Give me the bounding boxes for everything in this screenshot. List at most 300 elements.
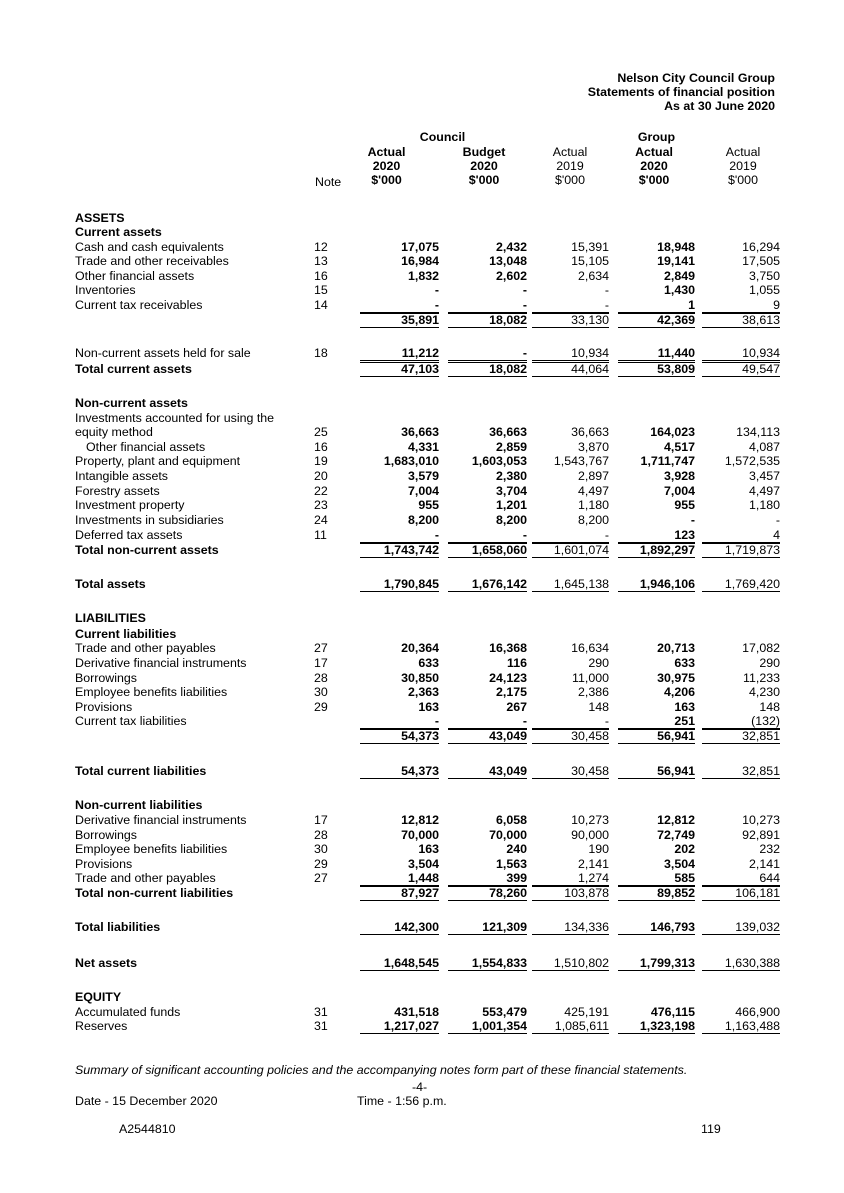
col-header-1: Actual 2020 $'000 xyxy=(367,145,406,187)
row-value: 1,554,833 xyxy=(448,956,527,971)
row-label: Borrowings xyxy=(75,828,137,842)
row-value: 15,391 xyxy=(571,240,609,254)
row-note: 13 xyxy=(314,254,328,268)
row-note: 31 xyxy=(314,1019,328,1033)
row-value: 2,897 xyxy=(577,469,609,483)
row-value: 18,082 xyxy=(448,313,527,328)
council-label: Council xyxy=(419,130,466,144)
table-row xyxy=(0,842,844,857)
table-row xyxy=(0,528,844,543)
row-label: Employee benefits liabilities xyxy=(75,685,228,699)
col-header-4: Actual 2020 $'000 xyxy=(635,145,673,187)
group-label: Group xyxy=(637,130,676,144)
row-label: Non-current assets xyxy=(75,396,188,410)
table-row xyxy=(0,269,844,284)
table-row xyxy=(0,469,844,484)
table-row xyxy=(0,513,844,528)
row-value: 11,000 xyxy=(572,671,609,685)
row-value: 38,613 xyxy=(702,313,780,328)
row-value: 90,000 xyxy=(571,828,609,842)
row-label: Trade and other receivables xyxy=(75,254,229,268)
row-value: 6,058 xyxy=(495,813,527,827)
row-value: 1,085,611 xyxy=(532,1019,609,1034)
row-value: - xyxy=(604,283,609,297)
row-note: 11 xyxy=(314,528,327,542)
row-label: Borrowings xyxy=(75,671,137,685)
table-row xyxy=(0,990,844,1005)
row-label: Total current assets xyxy=(75,362,192,376)
row-label: Cash and cash equivalents xyxy=(75,240,224,254)
row-value: 1,676,142 xyxy=(448,577,527,592)
row-value: 36,663 xyxy=(489,425,527,439)
row-value: 240 xyxy=(506,842,527,856)
row-value: 163 xyxy=(674,700,695,714)
row-note: 17 xyxy=(314,813,328,827)
row-value: 24,123 xyxy=(489,671,527,685)
table-row xyxy=(0,484,844,499)
row-value: 1,799,313 xyxy=(618,956,695,971)
row-value: 2,363 xyxy=(407,685,439,699)
row-value: 4,497 xyxy=(748,484,780,498)
row-value: 1,946,106 xyxy=(618,577,695,592)
row-value: 1,769,420 xyxy=(702,577,780,592)
row-note: 25 xyxy=(314,425,328,439)
row-value: 43,049 xyxy=(448,764,527,779)
table-row xyxy=(0,886,844,901)
row-note: 16 xyxy=(314,269,328,283)
row-note: 29 xyxy=(314,857,328,871)
row-value: 1,163,488 xyxy=(702,1019,780,1034)
row-label: Net assets xyxy=(75,956,137,970)
row-value: 11,440 xyxy=(618,346,695,361)
row-value: 1,603,053 xyxy=(471,454,527,468)
row-value: - xyxy=(775,513,780,527)
row-value: 553,479 xyxy=(482,1005,527,1019)
row-value: 16,294 xyxy=(742,240,780,254)
row-label: Total current liabilities xyxy=(75,764,207,778)
table-row xyxy=(0,577,844,592)
row-value: 17,505 xyxy=(742,254,780,268)
report-title: Statements of financial position xyxy=(587,85,775,99)
row-value: 399 xyxy=(448,871,527,886)
row-value: - xyxy=(532,714,609,729)
row-value: 134,336 xyxy=(532,920,609,935)
row-value: 16,368 xyxy=(489,641,527,655)
row-value: 2,141 xyxy=(577,857,609,871)
table-row xyxy=(0,714,844,729)
row-value: 17,082 xyxy=(742,641,780,655)
row-label: Trade and other payables xyxy=(75,871,216,885)
row-value: 87,927 xyxy=(360,886,439,901)
row-value: 290 xyxy=(759,656,780,670)
row-value: 142,300 xyxy=(360,920,439,935)
row-value: - xyxy=(532,298,609,313)
row-note: 28 xyxy=(314,828,328,842)
row-value: 13,048 xyxy=(489,254,527,268)
row-label: Forestry assets xyxy=(75,484,160,498)
table-row xyxy=(0,641,844,656)
table-row xyxy=(0,627,844,642)
row-value: 1,658,060 xyxy=(448,543,527,558)
row-value: 16,634 xyxy=(571,641,609,655)
row-label: Investments in subsidiaries xyxy=(75,513,224,527)
table-row xyxy=(0,611,844,626)
row-value: 633 xyxy=(418,656,439,670)
report-date: As at 30 June 2020 xyxy=(664,99,775,113)
row-value: 1,601,074 xyxy=(532,543,609,558)
row-label: Inventories xyxy=(75,283,136,297)
row-label: Accumulated funds xyxy=(75,1005,181,1019)
row-value: - xyxy=(360,298,439,313)
row-value: 1,645,138 xyxy=(532,577,609,592)
row-value: 163 xyxy=(418,842,439,856)
row-value: - xyxy=(360,714,439,729)
row-note: 16 xyxy=(314,440,328,454)
table-row xyxy=(0,956,844,971)
row-label: Derivative financial instruments xyxy=(75,656,247,670)
row-value: 17,075 xyxy=(401,240,439,254)
row-value: 2,175 xyxy=(495,685,527,699)
row-value: 466,900 xyxy=(735,1005,780,1019)
table-row xyxy=(0,871,844,886)
row-value: 43,049 xyxy=(448,729,527,744)
row-note: 15 xyxy=(314,283,328,297)
table-row xyxy=(0,700,844,715)
table-row xyxy=(0,411,844,426)
row-value: 2,380 xyxy=(495,469,527,483)
row-value: 190 xyxy=(588,842,609,856)
row-value: 56,941 xyxy=(618,729,695,744)
row-value: 4,230 xyxy=(748,685,780,699)
row-value: 1,892,297 xyxy=(618,543,695,558)
table-row xyxy=(0,283,844,298)
row-value: 1,711,747 xyxy=(640,454,695,468)
row-value: 121,309 xyxy=(448,920,527,935)
row-value: 1,180 xyxy=(577,498,609,512)
report-entity: Nelson City Council Group xyxy=(617,71,775,85)
row-value: 3,457 xyxy=(748,469,780,483)
row-label: Current liabilities xyxy=(75,627,177,641)
row-value: 163 xyxy=(418,700,439,714)
row-value: 2,859 xyxy=(495,440,527,454)
row-value: 18,082 xyxy=(448,362,527,377)
row-note: 12 xyxy=(314,240,328,254)
row-value: 3,928 xyxy=(663,469,695,483)
row-value: 2,849 xyxy=(663,269,695,283)
row-label: Other financial assets xyxy=(75,269,195,283)
table-row xyxy=(0,362,844,377)
row-value: 633 xyxy=(674,656,695,670)
row-note: 28 xyxy=(314,671,328,685)
row-value: 123 xyxy=(618,528,695,543)
row-value: - xyxy=(448,298,527,313)
row-value: 70,000 xyxy=(489,828,527,842)
row-value: 32,851 xyxy=(702,764,780,779)
row-value: 18,948 xyxy=(657,240,695,254)
row-value: 1,430 xyxy=(663,283,695,297)
table-row xyxy=(0,656,844,671)
row-note: 22 xyxy=(314,484,328,498)
row-value: 72,749 xyxy=(657,828,695,842)
row-value: 1,217,027 xyxy=(360,1019,439,1034)
row-note: 27 xyxy=(314,641,328,655)
row-note: 30 xyxy=(314,842,328,856)
table-row xyxy=(0,671,844,686)
row-value: 54,373 xyxy=(360,729,439,744)
row-value: 1,323,198 xyxy=(618,1019,695,1034)
time-stamp: Time - 1:56 p.m. xyxy=(357,1094,447,1108)
row-value: 1,683,010 xyxy=(383,454,439,468)
row-value: 7,004 xyxy=(407,484,439,498)
row-value: 2,141 xyxy=(748,857,780,871)
row-value: 267 xyxy=(506,700,527,714)
table-row xyxy=(0,225,844,240)
col-header-3: Actual 2019 $'000 xyxy=(552,145,588,187)
row-label: Investment property xyxy=(75,498,185,512)
row-value: 431,518 xyxy=(394,1005,439,1019)
row-value: 2,432 xyxy=(495,240,527,254)
table-row xyxy=(0,498,844,513)
row-value: - xyxy=(448,346,527,361)
col-header-2: Budget 2020 $'000 xyxy=(462,145,506,187)
row-value: - xyxy=(532,528,609,543)
row-value: 1,790,845 xyxy=(360,577,439,592)
row-value: 585 xyxy=(618,871,695,886)
row-label: Employee benefits liabilities xyxy=(75,842,228,856)
row-value: 103,878 xyxy=(532,886,609,901)
table-row xyxy=(0,813,844,828)
row-value: 1,563 xyxy=(495,857,527,871)
row-value: 1,448 xyxy=(360,871,439,886)
row-note: 24 xyxy=(314,513,328,527)
row-value: 8,200 xyxy=(495,513,527,527)
row-value: 30,850 xyxy=(401,671,439,685)
row-value: 1,274 xyxy=(532,871,609,886)
row-value: - xyxy=(448,714,527,729)
row-value: - xyxy=(690,513,695,527)
row-label: Non-current assets held for sale xyxy=(75,346,251,360)
row-value: 10,934 xyxy=(532,346,609,361)
row-value: 47,103 xyxy=(360,362,439,377)
row-value: 12,812 xyxy=(657,813,695,827)
date-stamp: Date - 15 December 2020 xyxy=(75,1094,218,1108)
row-value: 11,212 xyxy=(360,346,439,361)
row-value: 3,579 xyxy=(407,469,439,483)
table-row xyxy=(0,440,844,455)
row-label: Other financial assets xyxy=(86,440,206,454)
row-value: 106,181 xyxy=(702,886,780,901)
row-value: 1,648,545 xyxy=(360,956,439,971)
row-value: 2,386 xyxy=(577,685,609,699)
row-value: 1,055 xyxy=(748,283,780,297)
row-value: 30,458 xyxy=(532,764,609,779)
page-number: 119 xyxy=(701,1122,721,1136)
row-value: 116 xyxy=(507,656,527,670)
row-value: 1,630,388 xyxy=(702,956,780,971)
table-row xyxy=(0,857,844,872)
row-value: 148 xyxy=(759,700,780,714)
row-value: - xyxy=(434,283,439,297)
row-note: 30 xyxy=(314,685,328,699)
table-row xyxy=(0,685,844,700)
col-header-5: Actual 2019 $'000 xyxy=(725,145,761,187)
row-label: Reserves xyxy=(75,1019,128,1033)
row-value: 10,273 xyxy=(571,813,609,827)
row-value: 1,719,873 xyxy=(702,543,780,558)
row-value: 56,941 xyxy=(618,764,695,779)
row-label: Total non-current liabilities xyxy=(75,886,234,900)
row-value: 146,793 xyxy=(618,920,695,935)
row-value: 1,180 xyxy=(748,498,780,512)
table-row xyxy=(0,240,844,255)
row-value: 1,510,802 xyxy=(532,956,609,971)
row-label: Current tax liabilities xyxy=(75,714,187,728)
row-value: 4,331 xyxy=(407,440,439,454)
row-value: (132) xyxy=(702,714,780,729)
row-label: EQUITY xyxy=(75,990,122,1004)
page-marker: -4- xyxy=(412,1080,428,1094)
row-value: 3,504 xyxy=(407,857,439,871)
row-value: 36,663 xyxy=(571,425,609,439)
row-label: Deferred tax assets xyxy=(75,528,183,542)
row-label: Non-current liabilities xyxy=(75,798,203,812)
row-value: 20,713 xyxy=(657,641,695,655)
row-value: 202 xyxy=(674,842,695,856)
table-row xyxy=(0,454,844,469)
row-label: Current assets xyxy=(75,225,162,239)
note-header: Note xyxy=(315,175,342,189)
row-value: 16,984 xyxy=(401,254,439,268)
row-value: 2,602 xyxy=(495,269,527,283)
row-value: 148 xyxy=(588,700,609,714)
row-note: 17 xyxy=(314,656,328,670)
table-row xyxy=(0,798,844,813)
row-value: 1,543,767 xyxy=(553,454,609,468)
table-row xyxy=(0,298,844,313)
row-value: 9 xyxy=(702,298,780,313)
row-value: 4,087 xyxy=(748,440,780,454)
row-label: ASSETS xyxy=(75,211,125,225)
row-note: 20 xyxy=(314,469,328,483)
table-row xyxy=(0,1019,844,1034)
row-value: 4 xyxy=(702,528,780,543)
row-label: equity method xyxy=(75,425,153,439)
row-value: 89,852 xyxy=(618,886,695,901)
row-value: 1,832 xyxy=(407,269,439,283)
row-value: 12,812 xyxy=(401,813,439,827)
row-value: 4,517 xyxy=(663,440,695,454)
table-row xyxy=(0,764,844,779)
row-value: 44,064 xyxy=(532,362,609,377)
row-value: 425,191 xyxy=(564,1005,609,1019)
row-value: 1,743,742 xyxy=(360,543,439,558)
row-note: 19 xyxy=(314,454,328,468)
row-value: 30,975 xyxy=(657,671,695,685)
row-value: 644 xyxy=(702,871,780,886)
row-value: 10,273 xyxy=(742,813,780,827)
row-label: Derivative financial instruments xyxy=(75,813,247,827)
row-value: 476,115 xyxy=(650,1005,695,1019)
row-label: Total non-current assets xyxy=(75,543,219,557)
row-value: 1,201 xyxy=(495,498,527,512)
table-row xyxy=(0,346,844,361)
summary-note: Summary of significant accounting policies and the accompanying notes form part of these financial statements. xyxy=(75,1063,688,1077)
table-row xyxy=(0,313,844,328)
row-value: 3,750 xyxy=(748,269,780,283)
row-value: 53,809 xyxy=(618,362,695,377)
table-row xyxy=(0,729,844,744)
row-value: 8,200 xyxy=(577,513,609,527)
table-row xyxy=(0,425,844,440)
row-value: 251 xyxy=(618,714,695,729)
row-value: 3,870 xyxy=(577,440,609,454)
row-value: 1,572,535 xyxy=(724,454,780,468)
row-value: 33,130 xyxy=(532,313,609,328)
row-value: 92,891 xyxy=(742,828,780,842)
row-value: 4,497 xyxy=(577,484,609,498)
row-value: 70,000 xyxy=(401,828,439,842)
table-row xyxy=(0,254,844,269)
row-value: 232 xyxy=(759,842,780,856)
table-row xyxy=(0,920,844,935)
table-row xyxy=(0,543,844,558)
row-value: 49,547 xyxy=(702,362,780,377)
row-value: 30,458 xyxy=(532,729,609,744)
row-value: 955 xyxy=(418,498,439,512)
row-value: 1 xyxy=(618,298,695,313)
row-value: - xyxy=(360,528,439,543)
table-row xyxy=(0,396,844,411)
row-value: 164,023 xyxy=(650,425,695,439)
row-note: 14 xyxy=(314,298,328,312)
row-value: 42,369 xyxy=(618,313,695,328)
row-value: 290 xyxy=(588,656,609,670)
row-value: - xyxy=(522,283,527,297)
report-header xyxy=(588,71,775,113)
table-row xyxy=(0,211,844,226)
row-value: 20,364 xyxy=(401,641,439,655)
row-value: 78,260 xyxy=(448,886,527,901)
row-value: 2,634 xyxy=(577,269,609,283)
row-label: Provisions xyxy=(75,857,133,871)
row-label: Intangible assets xyxy=(75,469,168,483)
row-value: 7,004 xyxy=(663,484,695,498)
row-value: - xyxy=(448,528,527,543)
document-id: A2544810 xyxy=(119,1122,176,1136)
row-value: 15,105 xyxy=(571,254,609,268)
row-label: Total assets xyxy=(75,577,146,591)
row-value: 4,206 xyxy=(663,685,695,699)
table-row xyxy=(0,828,844,843)
row-label: Trade and other payables xyxy=(75,641,216,655)
row-note: 31 xyxy=(314,1005,328,1019)
row-label: Property, plant and equipment xyxy=(75,454,241,468)
row-value: 1,001,354 xyxy=(448,1019,527,1034)
row-value: 8,200 xyxy=(407,513,439,527)
row-label: Investments accounted for using the xyxy=(75,411,275,425)
row-value: 134,113 xyxy=(736,425,780,439)
row-value: 10,934 xyxy=(702,346,780,361)
table-row xyxy=(0,1005,844,1020)
row-note: 23 xyxy=(314,498,328,512)
row-note: 27 xyxy=(314,871,328,885)
row-label: Provisions xyxy=(75,700,133,714)
row-label: Total liabilities xyxy=(75,920,161,934)
row-value: 54,373 xyxy=(360,764,439,779)
row-value: 19,141 xyxy=(657,254,695,268)
row-value: 36,663 xyxy=(401,425,439,439)
row-note: 18 xyxy=(314,346,328,360)
